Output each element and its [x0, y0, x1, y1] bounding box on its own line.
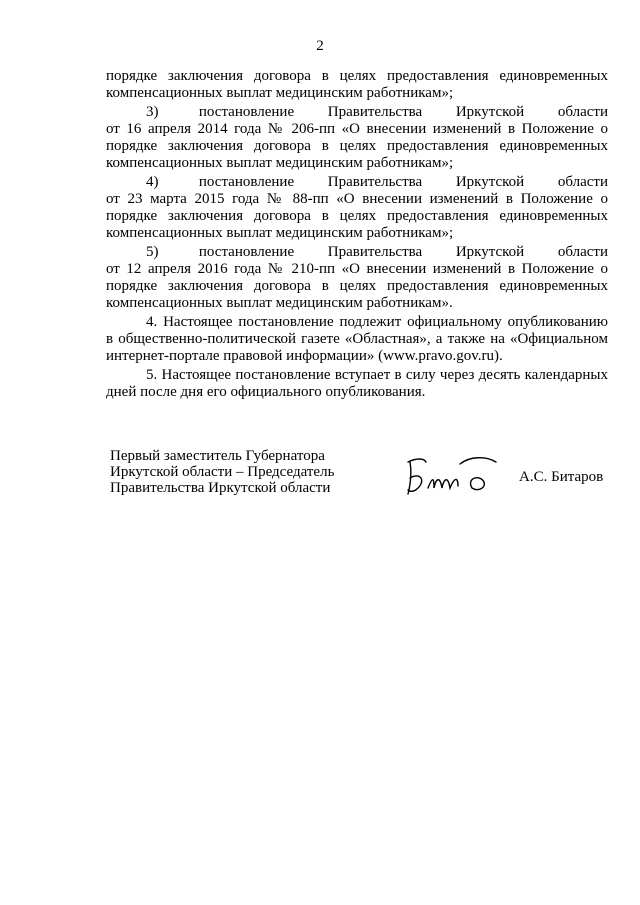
signatory-position: Иркутской области – Председатель — [110, 464, 335, 480]
body-line: компенсационных выплат медицинским работникам»; — [106, 225, 454, 241]
signatory-name: А.С. Битаров — [519, 469, 604, 485]
body-line: порядке заключения договора в целях предоставления единовременных — [106, 138, 608, 154]
signatory-position: Первый заместитель Губернатора — [110, 448, 325, 464]
body-line: 4. Настоящее постановление подлежит официальному опубликованию — [146, 314, 608, 330]
body-line: порядке заключения договора в целях предоставления единовременных — [106, 68, 608, 84]
body-line: от 23 марта 2015 года № 88-пп «О внесении изменений в Положение о — [106, 191, 608, 207]
body-line: компенсационных выплат медицинским работникам»; — [106, 155, 454, 171]
page-number: 2 — [316, 38, 324, 54]
body-line: 5) постановление Правительства Иркутской области — [146, 244, 608, 260]
body-line: 4) постановление Правительства Иркутской области — [146, 174, 608, 190]
body-line: интернет-портале правовой информации» (www.pravo.gov.ru). — [106, 348, 503, 364]
body-line: в общественно-политической газете «Областная», а также на «Официальном — [106, 331, 608, 347]
body-line: порядке заключения договора в целях предоставления единовременных — [106, 208, 608, 224]
body-line: порядке заключения договора в целях предоставления единовременных — [106, 278, 608, 294]
body-line: компенсационных выплат медицинским работникам»; — [106, 85, 454, 101]
handwritten-signature — [402, 448, 502, 500]
body-line: 5. Настоящее постановление вступает в силу через десять календарных — [146, 367, 608, 383]
body-line: 3) постановление Правительства Иркутской области — [146, 104, 608, 120]
body-line: от 12 апреля 2016 года № 210-пп «О внесении изменений в Положение о — [106, 261, 608, 277]
signatory-position: Правительства Иркутской области — [110, 480, 331, 496]
body-line: дней после дня его официального опубликования. — [106, 384, 426, 400]
body-line: компенсационных выплат медицинским работникам». — [106, 295, 453, 311]
body-line: от 16 апреля 2014 года № 206-пп «О внесении изменений в Положение о — [106, 121, 608, 137]
